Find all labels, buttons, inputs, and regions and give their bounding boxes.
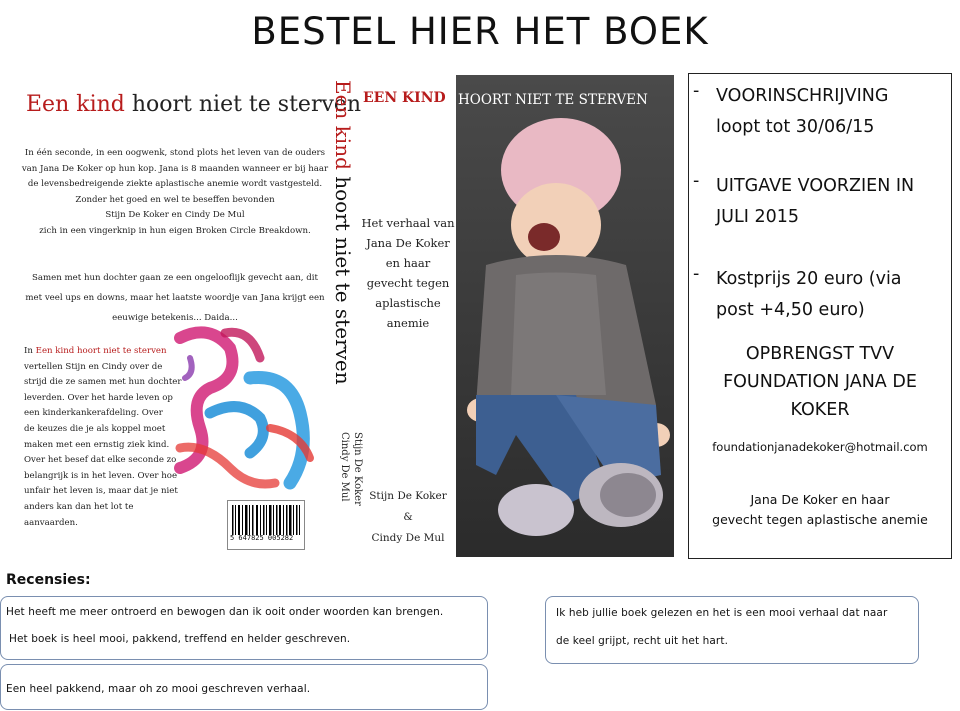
text-line: anders kan dan het lot te aanvaarden.: [24, 501, 134, 528]
info-line: UITGAVE VOORZIEN IN: [716, 176, 915, 196]
review-text: Ik heb jullie boek gelezen en het is een mooi verhaal dat naar: [556, 607, 888, 619]
info-line: FOUNDATION JANA DE: [723, 372, 917, 392]
spine-title-red: Een kind: [331, 80, 355, 170]
info-line: loopt tot 30/06/15: [716, 117, 875, 137]
text-line: strijd die ze samen met hun dochter: [24, 377, 182, 388]
text-line: In één seconde, in een oogwenk, stond plots het leven van de ouders: [24, 148, 326, 158]
text-line: Stijn De Koker en Cindy De Mul: [105, 210, 245, 221]
text-line: Over het besef dat elke seconde zo: [24, 455, 177, 466]
text-line: een kinderkankerafdeling. Over: [24, 408, 163, 419]
back-title-red: Een kind: [26, 92, 125, 117]
spine-authors: [338, 432, 364, 506]
info-line: OPBRENGST TVV: [745, 344, 895, 364]
spine-title-black: hoort niet te sterven: [331, 169, 355, 385]
barcode-icon: [227, 500, 305, 550]
info-item-release: [716, 171, 946, 233]
info-line: VOORINSCHRIJVING: [716, 86, 889, 106]
info-item-price: [716, 264, 946, 326]
front-author-2: Cindy De Mul: [371, 532, 445, 544]
text-line: anemie: [386, 316, 430, 330]
text-line: Het verhaal van: [361, 216, 455, 230]
ampersand: &: [403, 511, 413, 523]
bullet-dash: -: [693, 81, 700, 101]
text-line: gevecht tegen: [366, 276, 450, 290]
text-line: unfair het leven is, maar dat je niet: [24, 486, 178, 497]
text-line: aplastische: [375, 296, 441, 310]
para3-red-title: Een kind hoort niet te sterven: [35, 346, 167, 356]
review-text: Een heel pakkend, maar oh zo mooi geschreven verhaal.: [6, 683, 311, 695]
bullet-dash: -: [693, 171, 700, 191]
front-cover-title-white: HOORT NIET TE STERVEN: [458, 92, 648, 108]
spine-author-1: Stijn De Koker: [352, 432, 363, 506]
front-author-1: Stijn De Koker: [369, 490, 447, 502]
text-line: belangrijk is in het leven. Over hoe: [24, 470, 178, 481]
text-line: vertellen Stijn en Cindy over de: [24, 361, 163, 372]
para3-intro: In: [24, 346, 36, 356]
info-line: KOKER: [790, 400, 850, 420]
review-card: [0, 664, 488, 710]
info-line: JULI 2015: [716, 207, 799, 227]
barcode-number: 5 647825 005282: [230, 534, 294, 542]
text-line: en haar: [385, 256, 431, 270]
text-line: maken met een ernstig ziek kind.: [24, 439, 170, 450]
info-item-preorder: [716, 81, 946, 143]
review-card: [545, 596, 919, 664]
review-card: [0, 596, 488, 660]
closing-text: [690, 490, 950, 530]
info-line: Jana De Koker en haar: [750, 492, 890, 507]
proceeds-statement: [690, 340, 950, 424]
back-title-black: hoort niet te sterven: [124, 92, 362, 117]
text-line: eeuwige betekenis... Daida...: [112, 313, 238, 323]
text-line: Zonder het goed en wel te beseffen bevonden: [75, 194, 275, 205]
reviews-heading: Recensies:: [6, 572, 91, 588]
text-line: de keuzes die je als koppel moet: [24, 423, 166, 434]
review-text: Het boek is heel mooi, pakkend, treffend en helder geschreven.: [9, 633, 351, 645]
info-line: gevecht tegen aplastische anemie: [712, 512, 928, 527]
text-line: leverden. Over het harde leven op: [24, 392, 173, 403]
page-title: BESTEL HIER HET BOEK: [251, 10, 709, 53]
text-line: de levensbedreigende ziekte aplastische anemie wordt vastgesteld.: [27, 179, 323, 190]
info-line: post +4,50 euro): [716, 300, 865, 320]
spine-author-2: Cindy De Mul: [339, 432, 350, 502]
text-line: [24, 344, 184, 360]
text-line: Jana De Koker: [366, 236, 450, 250]
bullet-dash: -: [693, 264, 700, 284]
front-cover-title-red: EEN KIND: [363, 90, 446, 106]
text-line: zich in een vingerknip in hun eigen Broken Circle Breakdown.: [39, 225, 311, 236]
back-cover-paragraph-1: [14, 146, 336, 240]
back-cover-title: [26, 92, 361, 117]
child-photo: [456, 75, 674, 557]
back-cover-paragraph-3: [24, 344, 184, 531]
text-line: Samen met hun dochter gaan ze een ongelooflijk gevecht aan, dit: [32, 273, 318, 283]
spine-title: [331, 80, 355, 385]
review-text: Het heeft me meer ontroerd en bewogen dan ik ooit onder woorden kan brengen.: [6, 606, 444, 618]
text-line: met veel ups en downs, maar het laatste woordje van Jana krijgt een: [25, 293, 325, 303]
contact-email[interactable]: foundationjanadekoker@hotmail.com: [712, 440, 928, 454]
front-cover-authors: [362, 486, 454, 549]
front-cover-subtitle: [360, 213, 456, 333]
info-line: Kostprijs 20 euro (via: [716, 269, 902, 289]
review-text: de keel grijpt, recht uit het hart.: [556, 635, 729, 647]
text-line: van Jana De Koker op hun kop. Jana is 8 maanden wanneer er bij haar: [21, 163, 329, 174]
